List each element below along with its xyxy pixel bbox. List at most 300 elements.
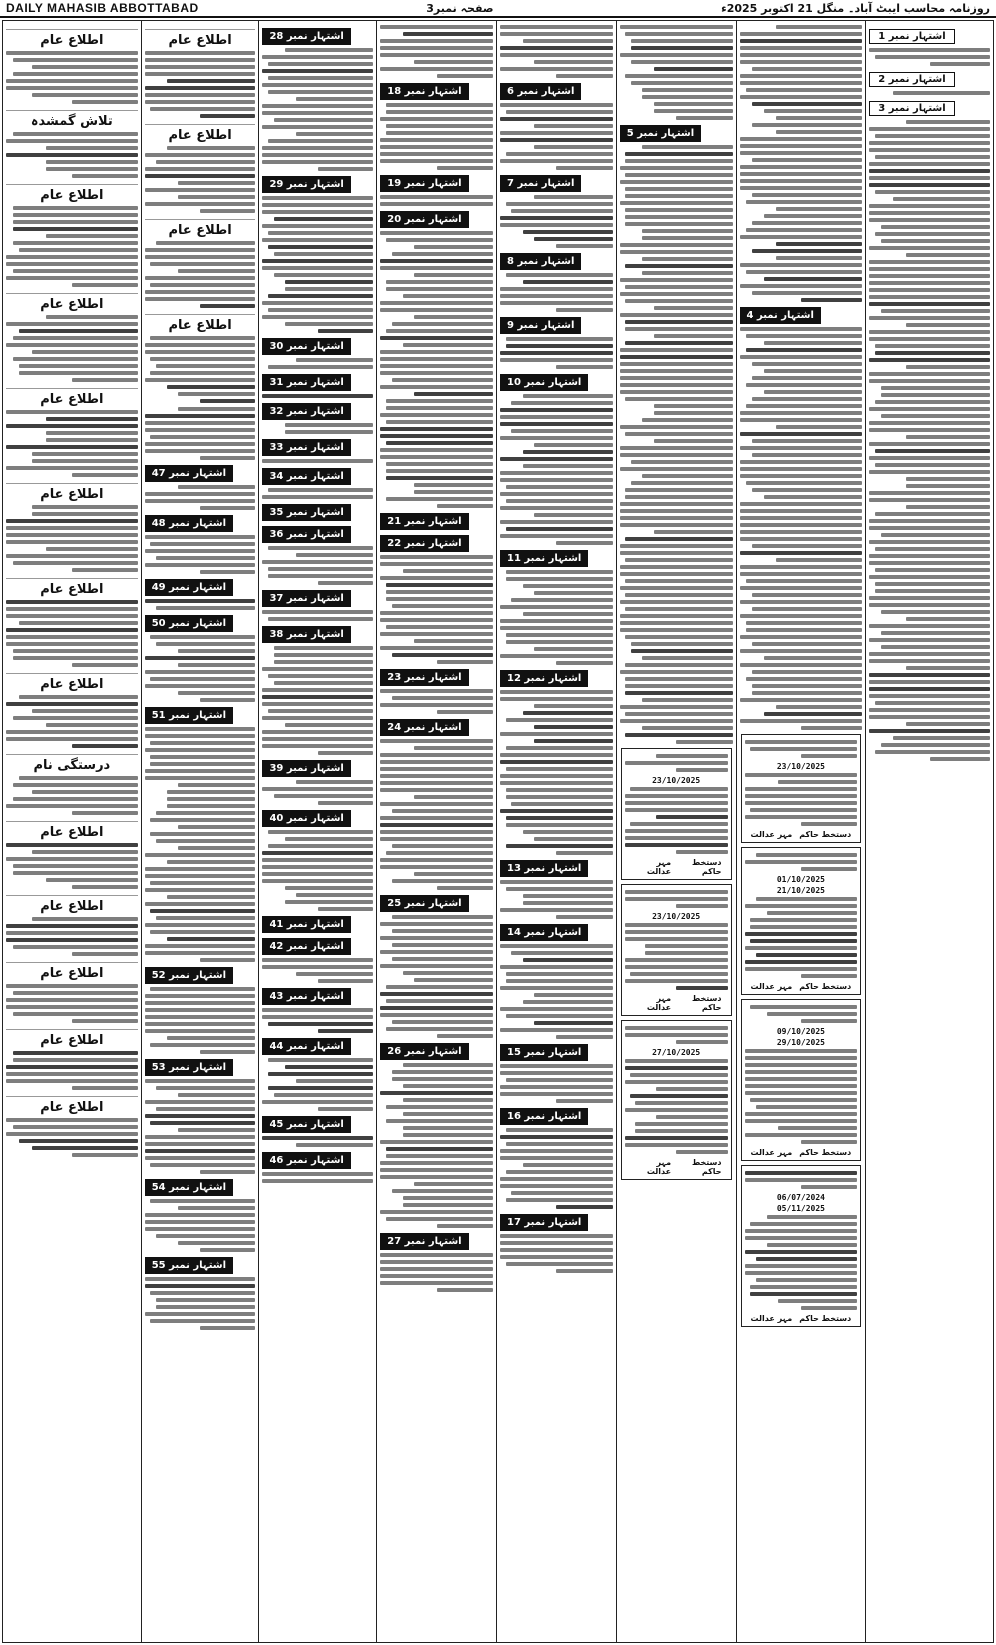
text-line (875, 547, 990, 551)
text-line (625, 794, 728, 798)
hearing-date: 23/10/2025 (776, 762, 825, 771)
text-line (145, 72, 256, 76)
text-line (746, 270, 863, 274)
text-line (380, 562, 493, 566)
text-line (145, 684, 256, 688)
text-line (746, 200, 863, 204)
text-line (392, 322, 493, 326)
text-line (620, 523, 733, 527)
text-line (145, 994, 256, 998)
text-line (500, 457, 613, 461)
text-line (262, 459, 373, 463)
text-line (740, 81, 863, 85)
text-line (740, 74, 863, 78)
text-line (745, 787, 858, 791)
text-line (285, 280, 374, 284)
text-block (380, 195, 493, 206)
text-line (869, 638, 990, 642)
signature-judge: دستخط حاکم (799, 982, 852, 991)
text-line (150, 435, 255, 439)
notice-title: اطلاع عام (6, 1029, 138, 1048)
text-line (776, 705, 862, 709)
text-line (13, 72, 138, 76)
text-line (654, 530, 733, 534)
text-line (534, 837, 613, 841)
text-line (6, 607, 138, 611)
text-line (893, 91, 990, 95)
text-line (654, 67, 733, 71)
ad-number-badge: اشتہار نمبر 18 (380, 83, 468, 100)
text-line (262, 125, 373, 129)
text-line (534, 725, 613, 729)
text-line (506, 640, 613, 644)
text-line (380, 760, 493, 764)
text-line (740, 537, 863, 541)
text-line (745, 1063, 858, 1067)
text-line (746, 348, 863, 352)
text-line (268, 1086, 373, 1090)
text-line (746, 228, 863, 232)
text-line (274, 118, 374, 122)
text-line (625, 958, 728, 962)
text-line (778, 1299, 857, 1303)
text-line (380, 922, 493, 926)
text-line (642, 656, 732, 660)
text-line (268, 76, 373, 80)
text-line (167, 79, 256, 83)
signature-row (745, 830, 858, 839)
text-line (745, 1178, 858, 1182)
hearing-date: 27/10/2025 (652, 1048, 701, 1057)
text-line (167, 860, 256, 864)
text-line (740, 600, 863, 604)
text-line (145, 1284, 256, 1288)
text-line (145, 442, 256, 446)
text-line (500, 880, 613, 884)
text-line (296, 893, 374, 897)
text-line (156, 1107, 256, 1111)
text-line (625, 208, 732, 212)
text-line (145, 414, 256, 418)
text-line (380, 301, 493, 305)
text-block (145, 407, 256, 460)
text-line (32, 65, 137, 69)
text-line (72, 885, 138, 889)
text-line (150, 262, 255, 266)
text-line (32, 850, 137, 854)
text-block (145, 485, 256, 510)
text-line (318, 1029, 373, 1033)
text-line (6, 628, 138, 632)
ad-number-badge: اشتہار نمبر 13 (500, 860, 588, 877)
text-line (6, 51, 138, 55)
ad-number-badge: اشتہار نمبر 17 (500, 1214, 588, 1231)
text-line (676, 904, 727, 908)
text-line (200, 304, 255, 308)
text-line (296, 553, 374, 557)
ad-header (380, 668, 493, 686)
ad-number-badge: اشتہار نمبر 26 (380, 1043, 468, 1060)
text-line (380, 823, 493, 827)
text-line (296, 780, 374, 784)
text-line (145, 902, 256, 906)
text-line (776, 256, 862, 260)
text-block (6, 843, 138, 889)
text-line (262, 111, 373, 115)
text-line (386, 476, 493, 480)
text-line (534, 513, 613, 517)
signature-row (625, 994, 728, 1012)
text-line (403, 1098, 493, 1102)
text-line (625, 187, 732, 191)
text-block (500, 394, 613, 545)
ad-number-badge: اشتہار نمبر 54 (145, 1179, 233, 1196)
text-line (676, 986, 727, 990)
text-line (523, 39, 613, 43)
ad-header (380, 534, 493, 552)
text-line (875, 463, 990, 467)
text-line (274, 1093, 374, 1097)
ad-header (262, 759, 373, 777)
ad-number-badge: اشتہار نمبر 35 (262, 504, 350, 521)
text-line (556, 915, 612, 919)
ad-header (620, 124, 733, 142)
text-line (13, 132, 138, 136)
text-line (745, 1056, 858, 1060)
text-line (506, 1014, 613, 1018)
ad-header (262, 373, 373, 391)
text-line (13, 649, 138, 653)
text-line (875, 232, 990, 236)
text-line (756, 853, 857, 857)
text-line (200, 1326, 255, 1330)
column-c2 (736, 21, 866, 1642)
text-line (625, 1143, 728, 1147)
column-c6 (258, 21, 376, 1642)
text-line (869, 673, 990, 677)
text-line (869, 288, 990, 292)
text-line (167, 146, 256, 150)
text-block (500, 337, 613, 369)
text-block (6, 206, 138, 287)
text-block (262, 958, 373, 983)
text-line (875, 344, 990, 348)
text-line (145, 1220, 256, 1224)
text-block (625, 923, 728, 990)
text-line (500, 358, 613, 362)
text-line (386, 1119, 493, 1123)
text-line (523, 901, 613, 905)
text-line (262, 203, 373, 207)
ad-number-badge: اشتہار نمبر 7 (500, 175, 581, 192)
text-line (869, 659, 990, 663)
text-line (740, 502, 863, 506)
text-block (745, 1005, 858, 1023)
ad-number-badge: اشتہار نمبر 2 (869, 72, 954, 87)
text-line (46, 160, 138, 164)
text-line (534, 195, 613, 199)
text-block (500, 944, 613, 1039)
text-line (380, 138, 493, 142)
text-line (392, 1070, 493, 1074)
text-line (6, 255, 138, 259)
text-line (380, 46, 493, 50)
ad-header (500, 252, 613, 270)
ad-number-badge: اشتہار نمبر 27 (380, 1233, 468, 1250)
text-line (881, 225, 990, 229)
text-line (625, 965, 728, 969)
text-block (380, 231, 493, 508)
text-line (145, 499, 256, 503)
text-line (869, 470, 990, 474)
text-line (630, 1094, 728, 1098)
text-block (145, 1277, 256, 1330)
text-line (752, 607, 862, 611)
text-line (869, 421, 990, 425)
text-line (523, 958, 613, 962)
text-line (178, 783, 256, 787)
ad-header (262, 1115, 373, 1133)
text-line (32, 452, 137, 456)
text-line (200, 1170, 255, 1174)
text-line (642, 236, 732, 240)
text-line (534, 739, 613, 743)
text-line (500, 732, 613, 736)
text-block (262, 546, 373, 585)
column-c5 (376, 21, 496, 1642)
text-line (875, 190, 990, 194)
text-line (875, 134, 990, 138)
text-line (46, 431, 138, 435)
text-line (750, 939, 857, 943)
text-line (46, 878, 138, 882)
text-block (625, 787, 728, 854)
text-line (262, 196, 373, 200)
text-line (6, 1132, 138, 1136)
text-block (745, 773, 858, 826)
text-line (296, 132, 374, 136)
text-line (625, 495, 732, 499)
text-line (150, 677, 255, 681)
ad-header (500, 1107, 613, 1125)
text-line (386, 469, 493, 473)
text-line (752, 249, 862, 253)
ad-header (262, 1037, 373, 1055)
text-line (437, 166, 493, 170)
ad-header (145, 1256, 256, 1274)
ad-header (262, 915, 373, 933)
text-line (392, 879, 493, 883)
signature-row (745, 1314, 858, 1323)
text-line (625, 801, 728, 805)
text-line (506, 1128, 613, 1132)
text-line (764, 109, 862, 113)
text-line (274, 794, 374, 798)
text-line (19, 695, 138, 699)
text-line (869, 708, 990, 712)
text-line (268, 1058, 373, 1062)
text-line (380, 830, 493, 834)
text-line (268, 709, 373, 713)
ad-number-badge: اشتہار نمبر 15 (500, 1044, 588, 1061)
text-line (19, 248, 138, 252)
text-line (635, 1129, 727, 1133)
text-block (625, 890, 728, 908)
text-line (801, 867, 857, 871)
text-line (13, 864, 138, 868)
text-line (625, 194, 732, 198)
text-line (386, 280, 493, 284)
text-line (523, 894, 613, 898)
ad-header (262, 175, 373, 193)
text-line (750, 1098, 857, 1102)
text-line (318, 1107, 373, 1111)
ad-header (380, 82, 493, 100)
text-block (625, 1026, 728, 1044)
text-line (869, 274, 990, 278)
text-line (380, 1253, 493, 1257)
ad-number-badge: اشتہار نمبر 8 (500, 253, 581, 270)
text-line (930, 757, 990, 761)
text-line (262, 1136, 373, 1140)
text-line (625, 397, 732, 401)
text-line (645, 951, 727, 955)
text-line (625, 222, 732, 226)
text-line (906, 722, 991, 726)
text-line (752, 397, 862, 401)
text-line (380, 992, 493, 996)
text-line (145, 378, 256, 382)
text-line (32, 350, 137, 354)
text-line (740, 530, 863, 534)
text-line (318, 979, 373, 983)
text-line (500, 1241, 613, 1245)
text-line (506, 485, 613, 489)
text-line (145, 1213, 256, 1217)
hearing-date: 01/10/2025 (776, 875, 825, 884)
text-line (745, 1084, 858, 1088)
text-line (869, 519, 990, 523)
text-block (262, 48, 373, 171)
text-line (764, 277, 862, 281)
text-line (150, 283, 255, 287)
text-line (156, 916, 256, 920)
text-line (506, 887, 613, 891)
text-line (386, 110, 493, 114)
text-block (380, 1253, 493, 1292)
text-line (869, 260, 990, 264)
text-line (752, 376, 862, 380)
text-line (500, 1071, 613, 1075)
text-line (285, 837, 374, 841)
text-line (268, 90, 373, 94)
ad-number-badge: اشتہار نمبر 46 (262, 1152, 350, 1169)
text-line (6, 600, 138, 604)
signature-seal: مہر عدالت (750, 1314, 793, 1323)
text-line (750, 1285, 857, 1289)
text-line (506, 577, 613, 581)
text-line (500, 415, 613, 419)
text-line (893, 197, 990, 201)
text-line (752, 158, 862, 162)
ad-header (380, 512, 493, 530)
text-line (801, 298, 862, 302)
text-line (752, 684, 862, 688)
text-line (145, 58, 256, 62)
text-line (869, 281, 990, 285)
text-line (380, 231, 493, 235)
ad-number-badge: اشتہار نمبر 12 (500, 670, 588, 687)
ad-number-badge: اشتہار نمبر 21 (380, 513, 468, 530)
text-line (178, 846, 256, 850)
text-line (875, 400, 990, 404)
text-line (534, 591, 613, 595)
text-line (318, 801, 373, 805)
text-line (145, 86, 256, 90)
text-line (380, 618, 493, 622)
text-line (625, 836, 728, 840)
text-line (500, 944, 613, 948)
text-line (13, 871, 138, 875)
text-line (654, 439, 733, 443)
text-line (13, 1125, 138, 1129)
text-block (380, 739, 493, 890)
text-line (654, 411, 733, 415)
ad-header (145, 1178, 256, 1196)
text-line (145, 1312, 256, 1316)
text-line (746, 88, 863, 92)
ad-number-badge: اشتہار نمبر 51 (145, 707, 233, 724)
text-line (6, 322, 138, 326)
text-block (145, 146, 256, 213)
ad-number-badge: اشتہار نمبر 55 (145, 1257, 233, 1274)
text-line (625, 264, 732, 268)
text-line (380, 858, 493, 862)
text-line (506, 1142, 613, 1146)
text-line (875, 701, 990, 705)
text-line (380, 632, 493, 636)
text-block (745, 1215, 858, 1310)
text-line (625, 285, 732, 289)
text-line (625, 930, 728, 934)
text-line (392, 957, 493, 961)
text-line (740, 551, 863, 555)
text-line (656, 1115, 728, 1119)
text-line (178, 691, 256, 695)
text-line (380, 646, 493, 650)
text-line (631, 642, 732, 646)
text-line (625, 488, 732, 492)
text-line (906, 666, 991, 670)
text-line (740, 172, 863, 176)
ad-number-badge: اشتہار نمبر 45 (262, 1116, 350, 1133)
text-line (145, 1029, 256, 1033)
text-line (178, 1241, 256, 1245)
text-line (318, 167, 373, 171)
text-line (752, 544, 862, 548)
text-line (620, 243, 733, 247)
ad-header (262, 337, 373, 355)
text-line (506, 1198, 613, 1202)
text-line (380, 25, 493, 29)
text-line (380, 336, 493, 340)
text-line (620, 600, 733, 604)
text-line (262, 146, 373, 150)
text-line (740, 460, 863, 464)
text-line (13, 227, 138, 231)
text-line (262, 560, 373, 564)
text-line (32, 917, 137, 921)
